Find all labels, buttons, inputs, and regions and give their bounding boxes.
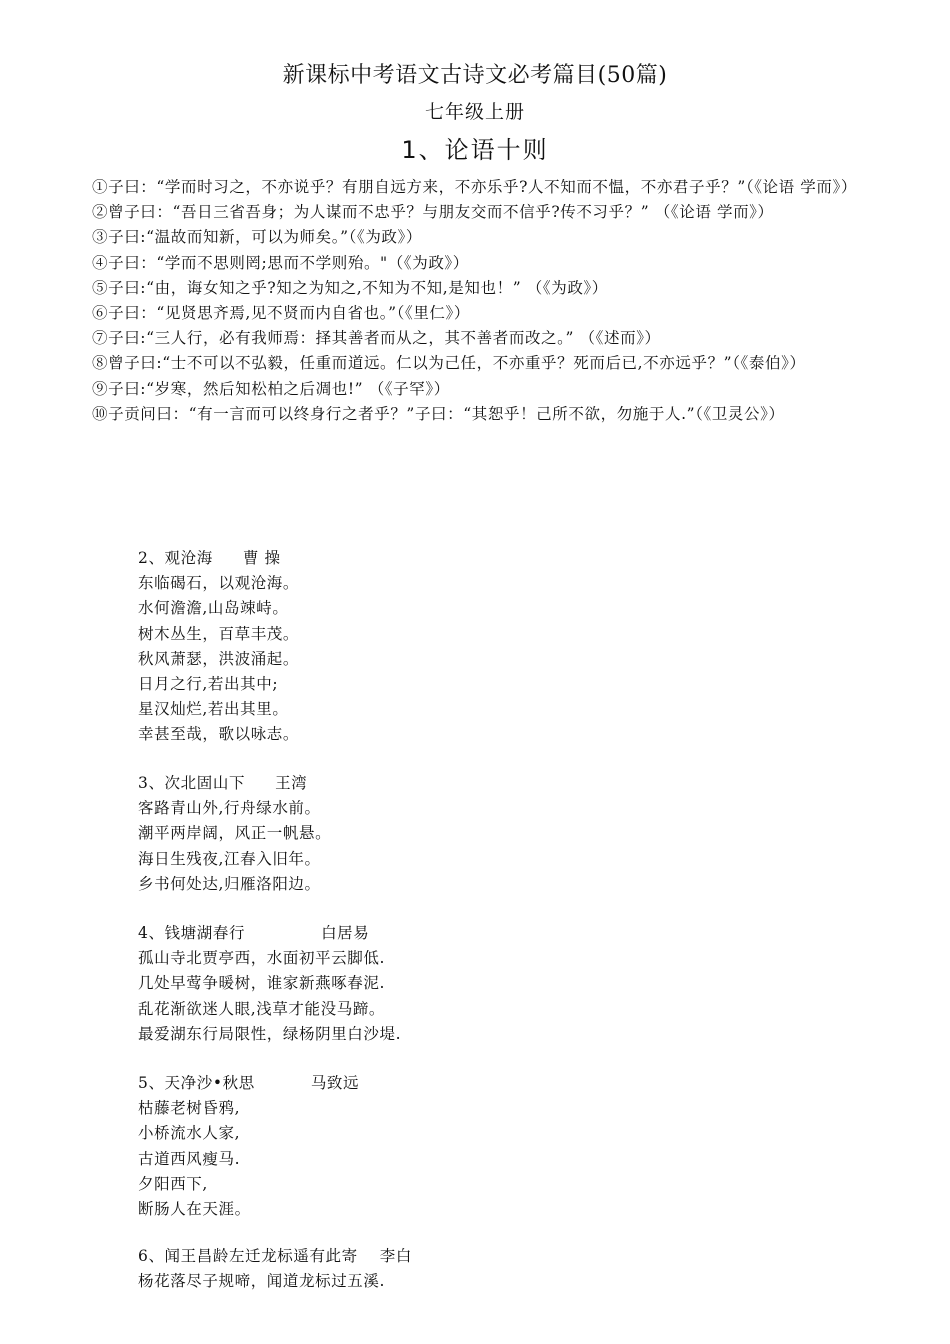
poem-block — [138, 771, 698, 897]
poem-title: 3、次北固山下 — [138, 774, 246, 792]
poem-line: 东临碣石，以观沧海。 — [138, 574, 300, 593]
poem-line: 客路青山外,行舟绿水前。 — [138, 799, 321, 818]
poem-line: 秋风萧瑟，洪波涌起。 — [138, 649, 300, 668]
poem-line: 古道西风瘦马. — [138, 1149, 241, 1168]
analects-passages — [46, 175, 908, 427]
poem-line: 小桥流水人家, — [138, 1124, 241, 1143]
poem-line: 水何澹澹,山岛竦峙。 — [138, 599, 289, 618]
poem-heading-row — [138, 1071, 698, 1096]
poem-block — [138, 546, 698, 748]
poem-heading-row — [138, 1244, 698, 1269]
poem-line: 树木丛生，百草丰茂。 — [138, 624, 300, 643]
poem-line: 杨花落尽子规啼，闻道龙标过五溪. — [138, 1272, 386, 1291]
analects-item: ⑦子曰:“三人行，必有我师焉：择其善者而从之，其不善者而改之。” （《述而》） — [92, 329, 661, 348]
poem-line: 幸甚至哉，歌以咏志。 — [138, 725, 300, 744]
poem-line: 枯藤老树昏鸦, — [138, 1099, 241, 1118]
analects-item: ⑤子曰:“由，诲女知之乎?知之为知之,不知为不知,是知也！” （《为政》） — [92, 278, 608, 297]
document-title: 新课标中考语文古诗文必考篇目(50篇) — [282, 63, 668, 88]
poem-line: 乡书何处达,归雁洛阳边。 — [138, 874, 321, 893]
poem-line: 最爱湖东行局限性，绿杨阴里白沙堤. — [138, 1024, 402, 1043]
analects-item: ④子曰：“学而不思则罔;思而不学则殆。"（《为政》） — [92, 253, 469, 272]
poem-block — [138, 921, 698, 1047]
analects-item: ⑥子曰：“见贤思齐焉,见不贤而内自省也。”（《里仁》） — [92, 304, 470, 323]
analects-item: ⑧曾子曰:“士不可以不弘毅，任重而道远。仁以为己任，不亦重乎？死而后已,不亦远乎？”（《泰伯》） — [92, 354, 806, 373]
poem-line: 乱花渐欲迷人眼,浅草才能没马蹄。 — [138, 999, 386, 1018]
poem-author: 曹 操 — [242, 549, 281, 567]
poem-line: 孤山寺北贾亭西，水面初平云脚低. — [138, 949, 386, 968]
grade-label: 七年级上册 — [424, 101, 525, 123]
analects-item: ②曾子曰：“吾日三省吾身；为人谋而不忠乎？与朋友交而不信乎?传不习乎？” （《论语 学而》） — [92, 203, 774, 222]
analects-item: ①子曰：“学而时习之，不亦说乎？有朋自远方来，不亦乐乎?人不知而不愠，不亦君子乎？”（《论语 学而》） — [92, 178, 857, 196]
poem-line: 潮平两岸阔，风正一帆悬。 — [138, 824, 332, 843]
poem-author: 李白 — [379, 1247, 412, 1265]
poem-title: 6、闻王昌龄左迁龙标遥有此寄 — [138, 1247, 358, 1265]
poem-heading-row — [138, 771, 698, 796]
section-heading: 1、论语十则 — [401, 136, 549, 164]
poem-line: 海日生残夜,江春入旧年。 — [138, 849, 321, 868]
poem-title: 4、钱塘湖春行 — [138, 924, 246, 942]
analects-item: ⑨子曰:“岁寒，然后知松柏之后凋也!” （《子罕》） — [92, 379, 450, 398]
poem-line: 夕阳西下, — [138, 1174, 208, 1193]
poem-block — [138, 1244, 698, 1294]
poem-block — [138, 1071, 698, 1222]
poem-author: 王湾 — [275, 774, 308, 792]
poem-author: 白居易 — [321, 924, 370, 942]
analects-item: ⑩子贡问曰：“有一言而可以终身行之者乎？”子曰：“其恕乎！己所不欲，勿施于人.”（《卫灵公》） — [92, 404, 785, 423]
poem-heading-row — [138, 921, 698, 946]
poem-title: 5、天净沙•秋思 — [138, 1074, 255, 1092]
poem-heading-row — [138, 546, 698, 571]
poem-line: 几处早莺争暖树，谁家新燕啄春泥. — [138, 974, 386, 993]
analects-item: ③子曰:“温故而知新，可以为师矣。”（《为政》） — [92, 228, 422, 247]
poem-line: 星汉灿烂,若出其里。 — [138, 700, 289, 719]
poem-author: 马致远 — [310, 1074, 360, 1092]
poem-line: 断肠人在天涯。 — [138, 1200, 251, 1219]
poem-line: 日月之行,若出其中; — [138, 675, 279, 694]
poem-title: 2、观沧海 — [138, 549, 213, 567]
